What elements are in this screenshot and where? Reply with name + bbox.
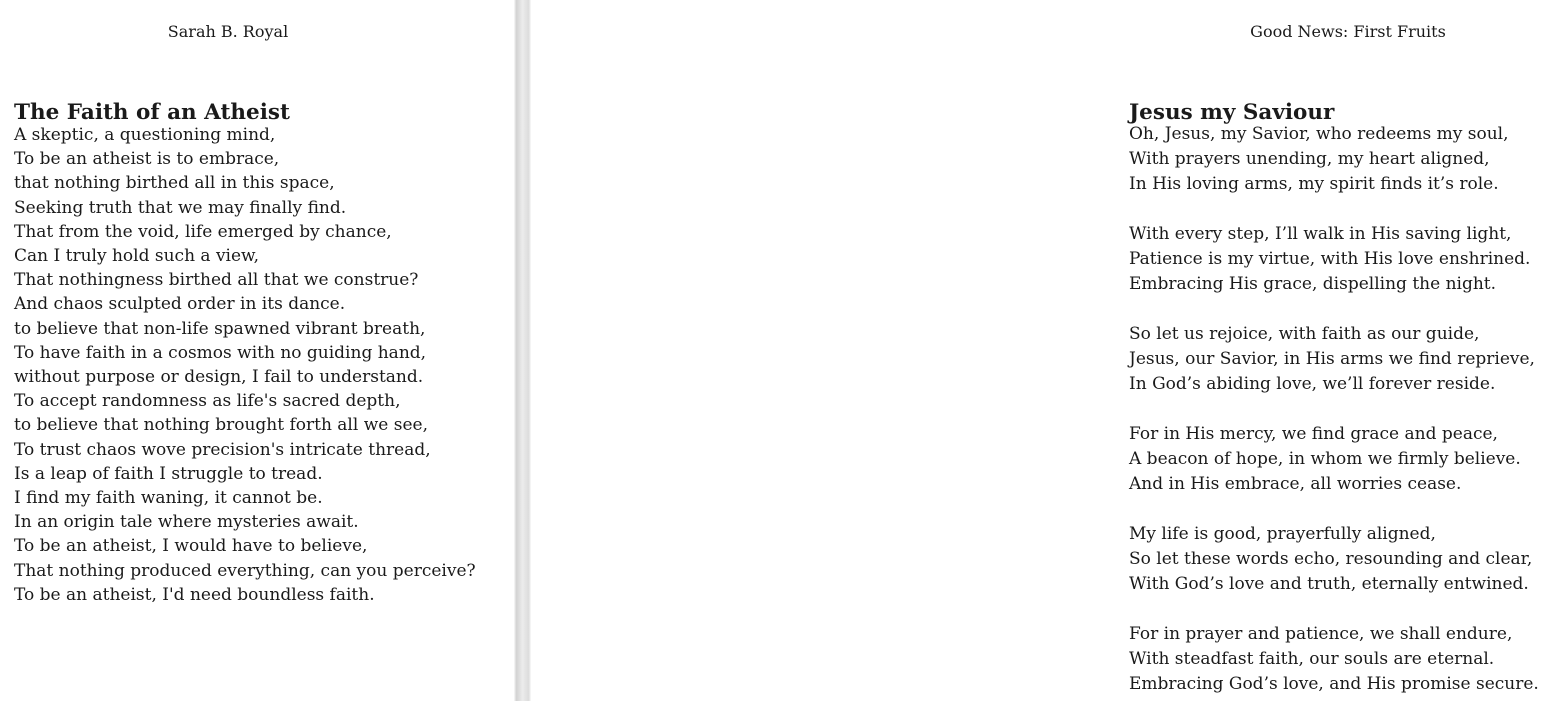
page-spine-divider	[514, 0, 531, 701]
stanza	[1129, 122, 1539, 197]
poem-line: Embracing God’s love, and His promise secure.	[1129, 674, 1539, 694]
poem-line: Seeking truth that we may finally find.	[14, 197, 347, 218]
poem-line: A skeptic, a questioning mind,	[14, 125, 276, 145]
poem-line: To accept randomness as life's sacred depth,	[14, 391, 401, 412]
poem-line: In an origin tale where mysteries await.	[14, 512, 359, 533]
poem-line: To trust chaos wove precision's intricate thread,	[14, 439, 431, 460]
poem-line: Embracing His grace, dispelling the night.	[1129, 274, 1497, 294]
poem-line: With steadfast faith, our souls are eternal.	[1129, 649, 1495, 669]
poem-line: With every step, I’ll walk in His saving light,	[1129, 224, 1512, 244]
stanza	[1129, 222, 1539, 297]
left-running-header: Sarah B. Royal	[167, 22, 289, 41]
poem-line: That nothingness birthed all that we construe?	[14, 270, 419, 291]
left-page	[0, 0, 514, 701]
poem-line: To be an atheist is to embrace,	[14, 149, 280, 170]
poem-line: With prayers unending, my heart aligned,	[1129, 149, 1490, 169]
poem-line: For in His mercy, we find grace and peace,	[1129, 424, 1498, 444]
right-poem-title: Jesus my Saviour	[1129, 100, 1335, 126]
poem-line: In His loving arms, my spirit finds it’s role.	[1129, 174, 1499, 194]
poem-line: to believe that nothing brought forth all we see,	[14, 415, 428, 436]
poem-line: That from the void, life emerged by chance,	[14, 221, 392, 242]
poem-line: A beacon of hope, in whom we firmly believe.	[1129, 449, 1521, 469]
poem-line: That nothing produced everything, can you perceive?	[14, 560, 476, 581]
poem-line: In God’s abiding love, we’ll forever reside.	[1129, 374, 1496, 394]
poem-line: With God’s love and truth, eternally entwined.	[1129, 574, 1529, 594]
poem-line: to believe that non-life spawned vibrant breath,	[14, 318, 426, 339]
poem-line: Patience is my virtue, with His love enshrined.	[1129, 249, 1531, 269]
stanza	[1129, 322, 1539, 397]
poem-line: without purpose or design, I fail to understand.	[14, 367, 424, 388]
left-poem-title: The Faith of an Atheist	[14, 100, 290, 126]
poem-line: I find my faith waning, it cannot be.	[14, 488, 323, 509]
left-poem-body	[14, 123, 476, 607]
poem-line: To be an atheist, I would have to believe,	[14, 536, 368, 557]
poem-line: So let us rejoice, with faith as our guide,	[1129, 324, 1480, 344]
poem-line: For in prayer and patience, we shall endure,	[1129, 624, 1513, 644]
poem-line: To be an atheist, I'd need boundless faith.	[14, 584, 375, 605]
poem-line: So let these words echo, resounding and clear,	[1129, 549, 1533, 569]
poem-line: And chaos sculpted order in its dance.	[14, 294, 346, 315]
poem-line: Oh, Jesus, my Savior, who redeems my soul,	[1129, 124, 1509, 144]
poem-line: To have faith in a cosmos with no guiding hand,	[14, 342, 427, 363]
poem-line: My life is good, prayerfully aligned,	[1129, 524, 1436, 544]
poem-line: that nothing birthed all in this space,	[14, 173, 335, 194]
right-poem-body	[1129, 122, 1539, 722]
stanza	[1129, 622, 1539, 697]
stanza	[1129, 422, 1539, 497]
poem-line: Can I truly hold such a view,	[14, 246, 259, 267]
poem-line: Jesus, our Savior, in His arms we find reprieve,	[1129, 349, 1535, 369]
poem-line: And in His embrace, all worries cease.	[1129, 474, 1462, 494]
right-page	[531, 0, 1539, 701]
right-running-header: Good News: First Fruits	[1250, 22, 1446, 41]
stanza	[1129, 522, 1539, 597]
poem-line: Is a leap of faith I struggle to tread.	[14, 463, 323, 484]
